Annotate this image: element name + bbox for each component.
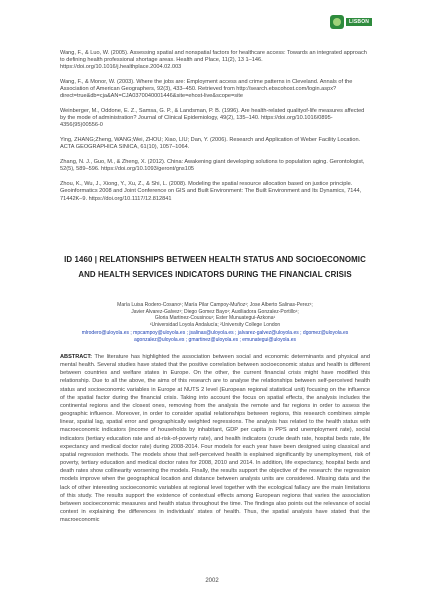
reference-item: Wang, F., & Monor, W. (2003). Where the jobs are: Employment access and crime patterns in Cleveland. Annals of the Association of American Geographers, 92(3), 433–450. Retrieved from http://search.ebscohost.com/login.aspx?direct=true&db=cja&AN=CJA0370040001446&site=ehost-live&scope=site [60,78,353,100]
abstract [60,353,370,524]
author-line: Gloria Martinez-Cousinou¹; Ester Munuategui-Azkona¹ [154,315,276,322]
author-line: Javier Alvarez-Galvez¹; Diego Gomez Bayo¹; Auxiliadora Gonzalez-Portillo¹; [131,308,299,315]
abstract-label: ABSTRACT: [60,354,95,360]
reference-item: Wang, F., & Luo, W. (2005). Assessing spatial and nonspatial factors for healthcare access: Towards an integrated approach to defining health professional shortage areas. Health and Place, 11(2), 13 1–146. https://doi.org/10.1016/j.healthplace.2004.02.003 [60,49,367,70]
university-logo [330,13,382,31]
email-block [60,330,370,343]
reference-list [60,44,370,210]
reference-item: Zhang, N. J., Guo, M., & Zheng, X. (2012). China: Awakening giant developing solutions to population aging. Gerontologist, 52(5), 589–596. https://doi.org/10.1093/geront/gns105 [60,159,365,173]
logo-text: LISBON [346,18,372,26]
reference-item: Ying, ZHANG;Zheng, WANG;Wei, ZHOU; Xiao, LIU; Dan, Y. (2006). Research and Application of Weber Facility Location. ACTA GEOGRAPHICA SINICA, 61(10), 1057–1064. [60,137,361,151]
reference-item: Weinberger, M., Oddone, E. Z., Samsa, G. P., & Landsman, P. B. (1996). Are health-related qualityof-life measures affected by the mode of administration? Journal of Clinical Epidemiology, 49(2), 135–140. https://doi.org/10.1016/0895-4356(95)00556-0 [60,108,365,129]
email-line[interactable]: mlrodero@uloyola.es ; mpcampoy@uloyola.es ; jsalinas@uloyola.es ; jalvarez-galvez@uloyola.es ; dgomez@uloyola.es [81,330,349,336]
page-number: 2002 [205,578,219,584]
affiliation-line: ¹Universidad Loyola Andalucía; ²University College London [149,321,281,328]
author-block [60,302,370,328]
abstract-text: The literature has highlighted the association between social and economic determinants and physical and mental health. Several studies have stated that the positive correlation between socioeconomic status and health is different between countries and welfare states in Europe. On the other, the current financial crisis might have modified this relationship. Due to all the above, the aims of this research are to analyse the relationships between self-perceived health status and socioeconomic variables in Europe at NUTS 2 level (European regional statistical unit) focusing on the influence of the spatial factor during the financial crisis. Taking into account the focus on spatial effects, the analysis includes the continental regions and the closest ones, removing from the analysis the remote and far regions in order to assess the geographic influence. Moreover, in order to consider spatial relationships between regions, this research combines simple linear, spatial lag, spatial error and geographically weighted regressions. The analysis has related to the health status with macroeconomic indicators (income of households by inhabitant, GDP per capita in PPS and unemployment rate), social indicators (tertiary education rate and at-risk-of-poverty rate), and health indicators (crude death rate, hospital beds rate, life expectancy and medical doctor rate) during 2008-2014. Four models for each year have been designed using classical and spatial regression methods. The models show that self-perceived health is explained significantly by unemployment, risk of poverty, tertiary education and medical doctor rates for 2008, 2010 and 2014. In addition, life expectancy, hospital beds and death rates show collinearity worsening the models. Finally, the results support the objective of the research: the regression models improve when the geographical location and distance between analysis units are considered. Missing data and the lack of other interesting socioeconomic variables at regional level together with the ecological fallacy are the main limitations of this study. The results support the existence of contextual effects among European regions that varies the association between socioeconomic measures and health status throughout the time. The findings also points out the relevance of social context in explaining the differences in individuals' states of health. Thus, the spatial analysis have stated that the macroeconomic [60,354,370,524]
university-logo-icon [330,15,344,29]
paper-title: ID 1460 | RELATIONSHIPS BETWEEN HEALTH STATUS AND SOCIOECONOMIC AND HEALTH SERVICES INDICATORS DURING THE FINANCIAL CRISIS [64,255,366,279]
reference-item: Zhou, K., Wu, J., Xiong, Y., Xu, Z., & Shi, L. (2008). Modeling the spatial resource allocation based on justice principle. Geoinformatics 2008 and Joint Conference on GIS and Built Environment: The Built Environment and Its Dynamics, 7144, 71442K–9. https://doi.org/10.1117/12.812841 [60,181,362,202]
author-line: María Luisa Rodero-Cosano¹; María Pilar Campoy-Muñoz¹; Jose Alberto Salinas-Perez¹; [117,302,313,308]
email-line[interactable]: agonzalez@uloyola.es ; gmartinez@uloyola.es ; emunategui@uloyola.es [134,336,296,343]
